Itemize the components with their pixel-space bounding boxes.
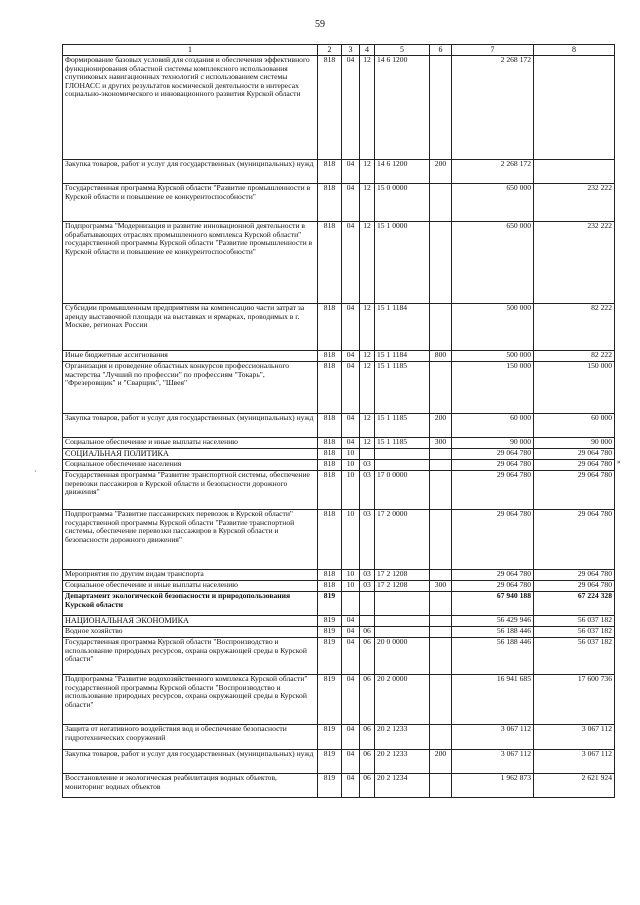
row-amount-year2: 29 064 780	[534, 510, 615, 570]
row-name: Защита от негативного воздействия вод и обеспечение безопасности гидротехнических сооружений	[63, 725, 318, 750]
row-section-code: 10	[342, 460, 360, 471]
table-row	[63, 304, 615, 351]
row-amount-year2: 29 064 780	[534, 460, 615, 471]
row-section-code: 10	[342, 471, 360, 510]
row-amount-year1: 2 268 172	[452, 160, 534, 184]
row-ministry-code: 818	[318, 414, 342, 438]
row-ministry-code: 818	[318, 438, 342, 449]
row-section-code: 04	[342, 438, 360, 449]
row-target-article: 15 1 1184	[375, 304, 430, 351]
row-target-article: 17 2 1208	[375, 581, 430, 592]
row-subsection-code: 03	[360, 510, 375, 570]
row-section-code: 04	[342, 184, 360, 222]
table-row	[63, 438, 615, 449]
row-expense-type	[430, 362, 452, 414]
row-section-code: 04	[342, 627, 360, 638]
row-name: Закупка товаров, работ и услуг для государственных (муниципальных) нужд	[63, 160, 318, 184]
row-section-code: 04	[342, 414, 360, 438]
row-subsection-code: 03	[360, 581, 375, 592]
table-row	[63, 460, 615, 471]
row-amount-year2: 3 067 112	[534, 750, 615, 774]
row-target-article: 20 2 0000	[375, 675, 430, 725]
row-expense-type	[430, 774, 452, 798]
row-target-article: 20 2 1233	[375, 725, 430, 750]
row-target-article: 17 2 0000	[375, 510, 430, 570]
row-section-code: 04	[342, 362, 360, 414]
row-subsection-code: 03	[360, 460, 375, 471]
row-target-article	[375, 592, 430, 616]
table-body	[63, 56, 615, 798]
row-subsection-code: 03	[360, 570, 375, 581]
row-name: Подпрограмма "Модернизация и развитие инновационной деятельности в обрабатывающих отраслях промышленного комплекса Курской области" государственной программы Курской области "Развитие промышленности в Курской области и повышение ее конкурентоспособности"	[63, 222, 318, 304]
row-expense-type: 200	[430, 160, 452, 184]
row-ministry-code: 818	[318, 304, 342, 351]
row-section-code: 04	[342, 160, 360, 184]
row-amount-year1: 67 940 188	[452, 592, 534, 616]
row-expense-type: 200	[430, 414, 452, 438]
row-expense-type	[430, 460, 452, 471]
table-row	[63, 616, 615, 627]
row-subsection-code: 12	[360, 362, 375, 414]
row-name: СОЦИАЛЬНАЯ ПОЛИТИКА	[63, 449, 318, 460]
header-col-7: 7	[452, 45, 534, 56]
row-amount-year1: 1 962 873	[452, 774, 534, 798]
table-row	[63, 414, 615, 438]
table-row	[63, 675, 615, 725]
table-row	[63, 160, 615, 184]
row-section-code: 04	[342, 616, 360, 627]
row-ministry-code: 818	[318, 160, 342, 184]
row-section-code: 04	[342, 750, 360, 774]
row-expense-type	[430, 592, 452, 616]
row-section-code: 04	[342, 638, 360, 675]
row-subsection-code	[360, 449, 375, 460]
row-subsection-code: 12	[360, 304, 375, 351]
row-expense-type: 300	[430, 581, 452, 592]
row-amount-year2: 60 000	[534, 414, 615, 438]
row-amount-year2: 29 064 780	[534, 449, 615, 460]
row-name: Организация и проведение областных конкурсов профессионального мастерства "Лучший по профессии" по профессиям "Токарь", "Фрезеровщик" и "Сварщик", "Швея"	[63, 362, 318, 414]
row-target-article	[375, 460, 430, 471]
table-row	[63, 638, 615, 675]
row-section-code: 04	[342, 56, 360, 160]
row-target-article: 15 1 1185	[375, 438, 430, 449]
row-amount-year2: 56 037 182	[534, 627, 615, 638]
row-expense-type: 200	[430, 750, 452, 774]
row-expense-type	[430, 725, 452, 750]
row-expense-type	[430, 471, 452, 510]
row-target-article: 20 2 1234	[375, 774, 430, 798]
row-name: Водное хозяйство	[63, 627, 318, 638]
row-amount-year1: 29 064 780	[452, 581, 534, 592]
row-expense-type	[430, 616, 452, 627]
row-ministry-code: 818	[318, 184, 342, 222]
row-name: Восстановление и экологическая реабилитация водных объектов, мониторинг водных объектов	[63, 774, 318, 798]
row-target-article	[375, 627, 430, 638]
row-expense-type	[430, 510, 452, 570]
row-name: Государственная программа Курской области "Воспроизводство и использование природных ресурсов, охрана окружающей среды в Курской области"	[63, 638, 318, 675]
row-subsection-code: 12	[360, 56, 375, 160]
row-ministry-code: 819	[318, 638, 342, 675]
row-section-code: 10	[342, 449, 360, 460]
table-row	[63, 222, 615, 304]
row-ministry-code: 818	[318, 362, 342, 414]
table-row	[63, 449, 615, 460]
row-amount-year2: 29 064 780	[534, 570, 615, 581]
row-target-article: 15 1 1185	[375, 414, 430, 438]
row-name: Мероприятия по другим видам транспорта	[63, 570, 318, 581]
row-target-article: 20 2 1233	[375, 750, 430, 774]
row-section-code: 04	[342, 351, 360, 362]
row-amount-year1: 500 000	[452, 304, 534, 351]
row-subsection-code: 12	[360, 351, 375, 362]
row-amount-year1: 29 064 780	[452, 471, 534, 510]
row-expense-type	[430, 638, 452, 675]
table-row	[63, 725, 615, 750]
table-row	[63, 351, 615, 362]
row-target-article: 15 0 0000	[375, 184, 430, 222]
table-row	[63, 774, 615, 798]
row-name: Субсидии промышленным предприятиям на компенсацию части затрат за аренду выставочной площади на выставках и ярмарках, проводимых в г. Москве, регионах России	[63, 304, 318, 351]
row-name: НАЦИОНАЛЬНАЯ ЭКОНОМИКА	[63, 616, 318, 627]
row-target-article: 17 0 0000	[375, 471, 430, 510]
row-amount-year2: 56 037 182	[534, 616, 615, 627]
row-ministry-code: 818	[318, 222, 342, 304]
row-ministry-code: 818	[318, 581, 342, 592]
row-ministry-code: 819	[318, 616, 342, 627]
row-ministry-code: 818	[318, 460, 342, 471]
row-name: Социальное обеспечение населения	[63, 460, 318, 471]
row-name: Государственная программа Курской области "Развитие промышленности в Курской области и повышение ее конкурентоспособности"	[63, 184, 318, 222]
row-section-code	[342, 592, 360, 616]
row-expense-type	[430, 56, 452, 160]
row-name: Подпрограмма "Развитие пассажирских перевозок в Курской области" государственной программы Курской области "Развитие транспортной системы, обеспечение перевозки пассажиров в Курской области и безопасности дорожного движения"	[63, 510, 318, 570]
row-target-article: 15 1 1185	[375, 362, 430, 414]
row-expense-type	[430, 449, 452, 460]
row-target-article: 15 1 0000	[375, 222, 430, 304]
row-ministry-code: 818	[318, 510, 342, 570]
row-amount-year1: 3 067 112	[452, 750, 534, 774]
row-name: Закупка товаров, работ и услуг для государственных (муниципальных) нужд	[63, 750, 318, 774]
row-ministry-code: 818	[318, 471, 342, 510]
row-amount-year1: 29 064 780	[452, 570, 534, 581]
row-subsection-code: 06	[360, 627, 375, 638]
stray-mark: ·	[34, 467, 37, 476]
row-amount-year1: 650 000	[452, 222, 534, 304]
row-amount-year2: 82 222	[534, 304, 615, 351]
row-section-code: 04	[342, 222, 360, 304]
row-subsection-code: 06	[360, 774, 375, 798]
row-amount-year1: 2 268 172	[452, 56, 534, 160]
table-row	[63, 592, 615, 616]
row-name: Закупка товаров, работ и услуг для государственных (муниципальных) нужд	[63, 414, 318, 438]
table-row	[63, 750, 615, 774]
row-section-code: 04	[342, 774, 360, 798]
table-row	[63, 627, 615, 638]
header-col-6: 6	[430, 45, 452, 56]
row-name: Подпрограмма "Развитие водохозяйственного комплекса Курской области" государственной программы Курской области "Воспроизводство и использование природных ресурсов, охрана окружающей среды в Курской области"	[63, 675, 318, 725]
row-amount-year2: 29 064 780	[534, 581, 615, 592]
row-ministry-code: 819	[318, 627, 342, 638]
row-amount-year1: 90 000	[452, 438, 534, 449]
header-row	[63, 45, 615, 56]
row-amount-year1: 60 000	[452, 414, 534, 438]
row-target-article	[375, 616, 430, 627]
row-ministry-code: 818	[318, 449, 342, 460]
row-name: Государственная программа "Развитие транспортной системы, обеспечение перевозки пассажиров в Курской области и безопасности дорожного движения"	[63, 471, 318, 510]
row-subsection-code: 12	[360, 184, 375, 222]
row-amount-year1: 29 064 780	[452, 460, 534, 471]
row-name: Социальное обеспечение и иные выплаты населению	[63, 438, 318, 449]
row-expense-type	[430, 184, 452, 222]
row-subsection-code: 12	[360, 414, 375, 438]
row-subsection-code: 06	[360, 638, 375, 675]
row-amount-year2: 82 222	[534, 351, 615, 362]
edge-mark: »	[617, 458, 621, 466]
row-ministry-code: 818	[318, 56, 342, 160]
row-target-article: 15 1 1184	[375, 351, 430, 362]
row-expense-type	[430, 222, 452, 304]
row-amount-year1: 29 064 780	[452, 449, 534, 460]
header-col-3: 3	[342, 45, 360, 56]
row-target-article	[375, 449, 430, 460]
row-amount-year1: 16 941 685	[452, 675, 534, 725]
header-col-5: 5	[375, 45, 430, 56]
row-amount-year2: 67 224 328	[534, 592, 615, 616]
row-ministry-code: 819	[318, 592, 342, 616]
row-amount-year2: 29 064 780	[534, 471, 615, 510]
header-col-1: 1	[63, 45, 318, 56]
row-expense-type	[430, 304, 452, 351]
row-amount-year1: 56 429 946	[452, 616, 534, 627]
row-target-article: 17 2 1208	[375, 570, 430, 581]
table-row	[63, 570, 615, 581]
row-target-article: 14 6 1200	[375, 160, 430, 184]
row-amount-year1: 56 188 446	[452, 627, 534, 638]
row-amount-year2: 56 037 182	[534, 638, 615, 675]
row-name: Формирование базовых условий для создания и обеспечения эффективного функционирования областной системы комплексного использования спутниковых навигационных технологий с использованием системы ГЛОНАСС и других результатов космической деятельности в интересах социально-экономического и инновационного развития Курской области	[63, 56, 318, 160]
row-amount-year1: 3 067 112	[452, 725, 534, 750]
row-subsection-code: 06	[360, 725, 375, 750]
row-expense-type: 800	[430, 351, 452, 362]
header-col-4: 4	[360, 45, 375, 56]
row-subsection-code: 06	[360, 675, 375, 725]
row-section-code: 10	[342, 581, 360, 592]
table-row	[63, 471, 615, 510]
header-col-8: 8	[534, 45, 615, 56]
row-amount-year2: 17 600 736	[534, 675, 615, 725]
row-subsection-code: 12	[360, 222, 375, 304]
row-amount-year2: 232 222	[534, 184, 615, 222]
row-expense-type	[430, 675, 452, 725]
row-subsection-code: 12	[360, 438, 375, 449]
row-amount-year2	[534, 160, 615, 184]
table-row	[63, 184, 615, 222]
row-amount-year2: 90 000	[534, 438, 615, 449]
row-amount-year2	[534, 56, 615, 160]
row-subsection-code: 12	[360, 160, 375, 184]
row-subsection-code: 03	[360, 471, 375, 510]
row-amount-year1: 150 000	[452, 362, 534, 414]
table-row	[63, 362, 615, 414]
row-subsection-code	[360, 592, 375, 616]
row-section-code: 10	[342, 510, 360, 570]
row-subsection-code	[360, 616, 375, 627]
row-ministry-code: 819	[318, 774, 342, 798]
row-ministry-code: 819	[318, 675, 342, 725]
row-target-article: 14 6 1200	[375, 56, 430, 160]
row-section-code: 04	[342, 675, 360, 725]
row-name: Иные бюджетные ассигнования	[63, 351, 318, 362]
row-ministry-code: 819	[318, 750, 342, 774]
table-row	[63, 56, 615, 160]
row-ministry-code: 818	[318, 351, 342, 362]
row-amount-year2: 2 621 924	[534, 774, 615, 798]
page-number: 59	[315, 19, 325, 30]
row-ministry-code: 819	[318, 725, 342, 750]
row-ministry-code: 818	[318, 570, 342, 581]
row-amount-year1: 56 188 446	[452, 638, 534, 675]
row-amount-year1: 650 000	[452, 184, 534, 222]
row-name: Социальное обеспечение и иные выплаты населению	[63, 581, 318, 592]
row-amount-year2: 232 222	[534, 222, 615, 304]
table-row	[63, 510, 615, 570]
row-amount-year2: 150 000	[534, 362, 615, 414]
row-subsection-code: 06	[360, 750, 375, 774]
row-target-article: 20 0 0000	[375, 638, 430, 675]
row-expense-type: 300	[430, 438, 452, 449]
row-section-code: 10	[342, 570, 360, 581]
row-section-code: 04	[342, 725, 360, 750]
budget-table	[62, 44, 615, 798]
row-amount-year1: 500 000	[452, 351, 534, 362]
row-section-code: 04	[342, 304, 360, 351]
row-name: Департамент экологической безопасности и природопользования Курской области	[63, 592, 318, 616]
row-expense-type	[430, 570, 452, 581]
header-col-2: 2	[318, 45, 342, 56]
table-row	[63, 581, 615, 592]
row-amount-year2: 3 067 112	[534, 725, 615, 750]
row-amount-year1: 29 064 780	[452, 510, 534, 570]
row-expense-type	[430, 627, 452, 638]
